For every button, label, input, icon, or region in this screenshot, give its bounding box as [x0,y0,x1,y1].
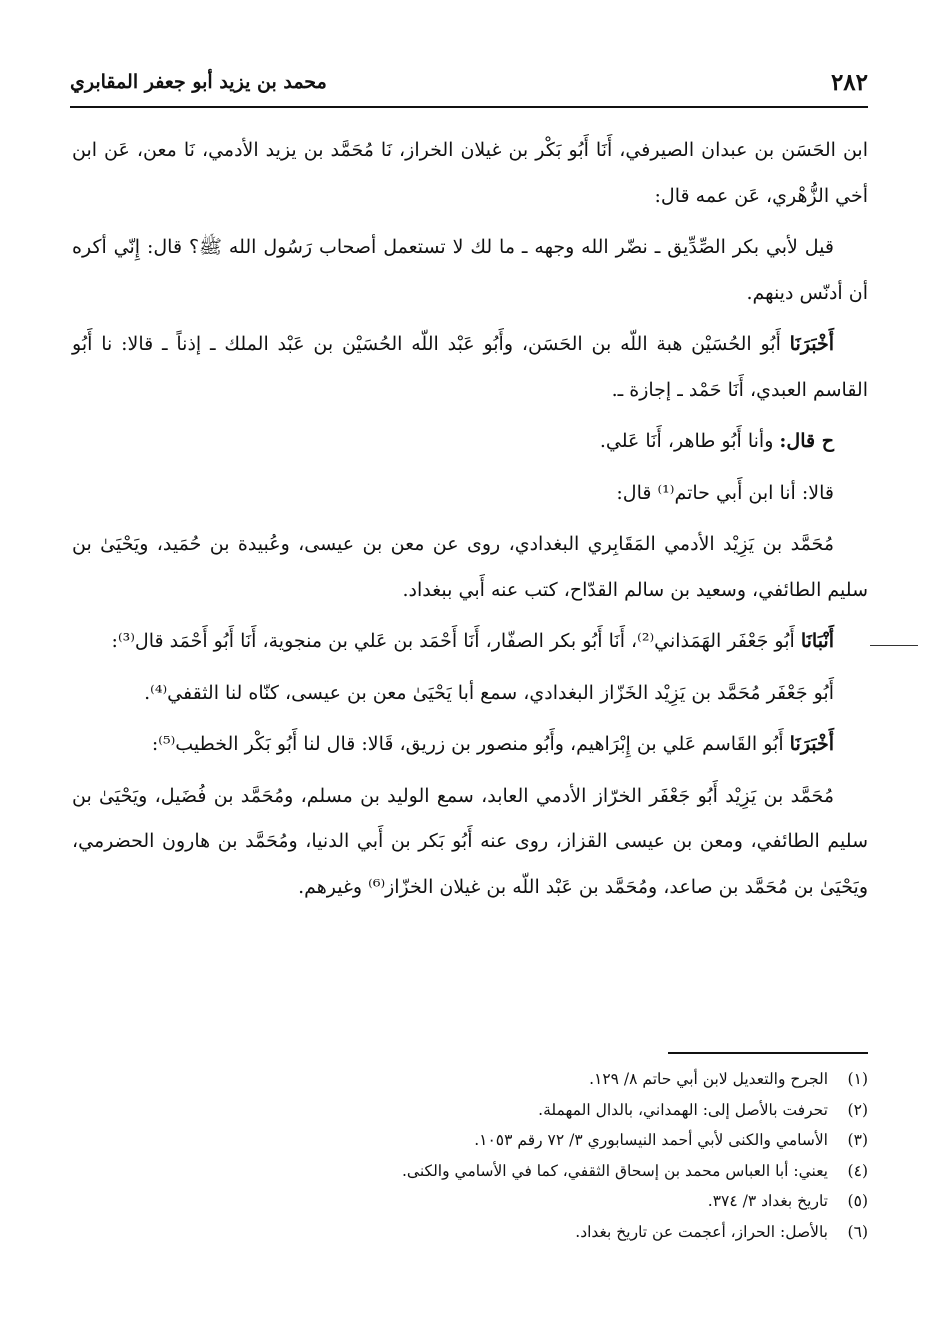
paragraph-lead: أَخْبَرَنَا [789,733,834,755]
paragraph-text: ابن الحَسَن بن عبدان الصيرفي، أَنَا أَبُو بَكْر بن غيلان الخراز، نَا مُحَمَّد بن يزيد الأدمي، نَا معن، عَن ابن أخي الزُّهْري، عَن عمه قال: [72,139,868,207]
footnote-text: الجرح والتعديل لابن أبي حاتم ٨/ ١٢٩. [589,1070,828,1088]
footnote [72,1186,868,1217]
footnote-text: يعني: أبا العباس محمد بن إسحاق الثقفي، كما في الأسامي والكنى. [402,1161,828,1180]
footnote-text: تحرفت بالأصل إلى: الهمداني، بالدال المهملة. [538,1100,828,1119]
paragraph [72,619,868,665]
footnote-number: (١) [847,1070,868,1088]
footnote [72,1064,868,1095]
paragraph-lead: ح قال: [779,430,834,452]
margin-line [870,645,918,646]
paragraph [72,722,868,768]
paragraph [72,322,868,413]
footnote-text: الأسامي والكنى لأبي أحمد النيسابوري ٣/ ٧٢ رقم ١٠٥٣. [474,1131,828,1149]
paragraph-text: أَبُو جَعْفَر مُحَمَّد بن يَزِيْد الخَزّاز البغدادي، سمع أبا يَحْيَىٰ معن بن عيسى، كنّاه لنا الثقفي⁽⁴⁾. [144,681,834,704]
footnote [72,1125,868,1156]
footnote-divider [668,1052,868,1054]
footnote-text: تاريخ بغداد ٣/ ٣٧٤. [707,1192,828,1210]
paragraph-text: أَبُو جَعْفَر الهَمَذاني⁽²⁾، أَنَا أَبُو بكر الصفّار، أَنَا أَحْمَد بن عَلي بن منجوية، أَنَا أَبُو أَحْمَد قال⁽³⁾: [111,630,801,652]
footnote [72,1095,868,1126]
footnote-number: (٦) [847,1222,868,1241]
running-title: محمد بن يزيد أبو جعفر المقابري [70,71,327,93]
main-text [72,128,868,916]
footnote-text: بالأصل: الحراز، أعجمت عن تاريخ بغداد. [575,1222,828,1241]
footnote-number: (٢) [847,1100,868,1119]
paragraph [72,471,868,517]
paragraph [72,225,868,316]
paragraph [72,128,868,219]
paragraph-text: قيل لأبي بكر الصِّدِّيق ـ نضّر الله وجهه ـ ما لك لا تستعمل أصحاب رَسُول الله ﷺ؟ قال: إِنّي أكره أن أدنّس دينهم. [72,236,868,304]
paragraph-text: أَبُو الحُسَيْن هبة اللّه بن الحَسَن، وأَبُو عَبْد اللّه الحُسَيْن بن عَبْد الملك ـ إذناً ـ قالا: نا أَبُو القاسم العبدي، أَنَا حَمْد ـ إجازة ـ. [72,333,868,401]
page-number: ٢٨٢ [830,68,868,96]
footnote [72,1156,868,1187]
footnotes [72,1064,868,1247]
footnote-number: (٣) [847,1131,868,1149]
footnote-number: (٥) [847,1192,868,1210]
paragraph-text: مُحَمَّد بن يَزِيْد أَبُو جَعْفَر الخرّاز الأدمي العابد، سمع الوليد بن مسلم، ومُحَمَّد بن فُضَيل، ويَحْيَىٰ بن سليم الطائفي، ومعن بن عيسى القزاز، روى عنه أَبُو بَكر بن أَبي الدنيا، ومُحَمَّد بن هارون الحضرمي، ويَحْيَىٰ بن مُحَمَّد بن صاعد، ومُحَمَّد بن عَبْد اللّه بن غيلان الخزّاز⁽⁶⁾ وغيرهم. [72,784,868,898]
paragraph [72,522,868,613]
paragraph [72,419,868,465]
footnote-number: (٤) [847,1161,868,1180]
footnote [72,1217,868,1248]
paragraph-lead: أَنْبَانَا [800,630,834,652]
paragraph-lead: أَخْبَرَنَا [789,333,834,355]
paragraph-text: قالا: أنا ابن أَبي حاتم⁽¹⁾ قال: [616,481,834,504]
paragraph-text: وأنا أَبُو طاهر، أَنَا عَلي. [599,430,780,452]
paragraph [72,671,868,717]
page-header [70,58,868,108]
paragraph [72,774,868,911]
paragraph-text: أَبُو القَاسم عَلي بن إِبْرَاهيم، وأَبُو منصور بن زريق، قَالا: قال لنا أَبُو بَكْر الخطيب⁽⁵⁾: [151,733,790,755]
paragraph-text: مُحَمَّد بن يَزِيْد الأدمي المَقَابِري البغدادي، روى عن معن بن عيسى، وعُبيدة بن حُمَيد، ويَحْيَىٰ بن سليم الطائفي، وسعيد بن سالم القدّاح، كتب عنه أَبي ببغداد. [72,533,868,601]
